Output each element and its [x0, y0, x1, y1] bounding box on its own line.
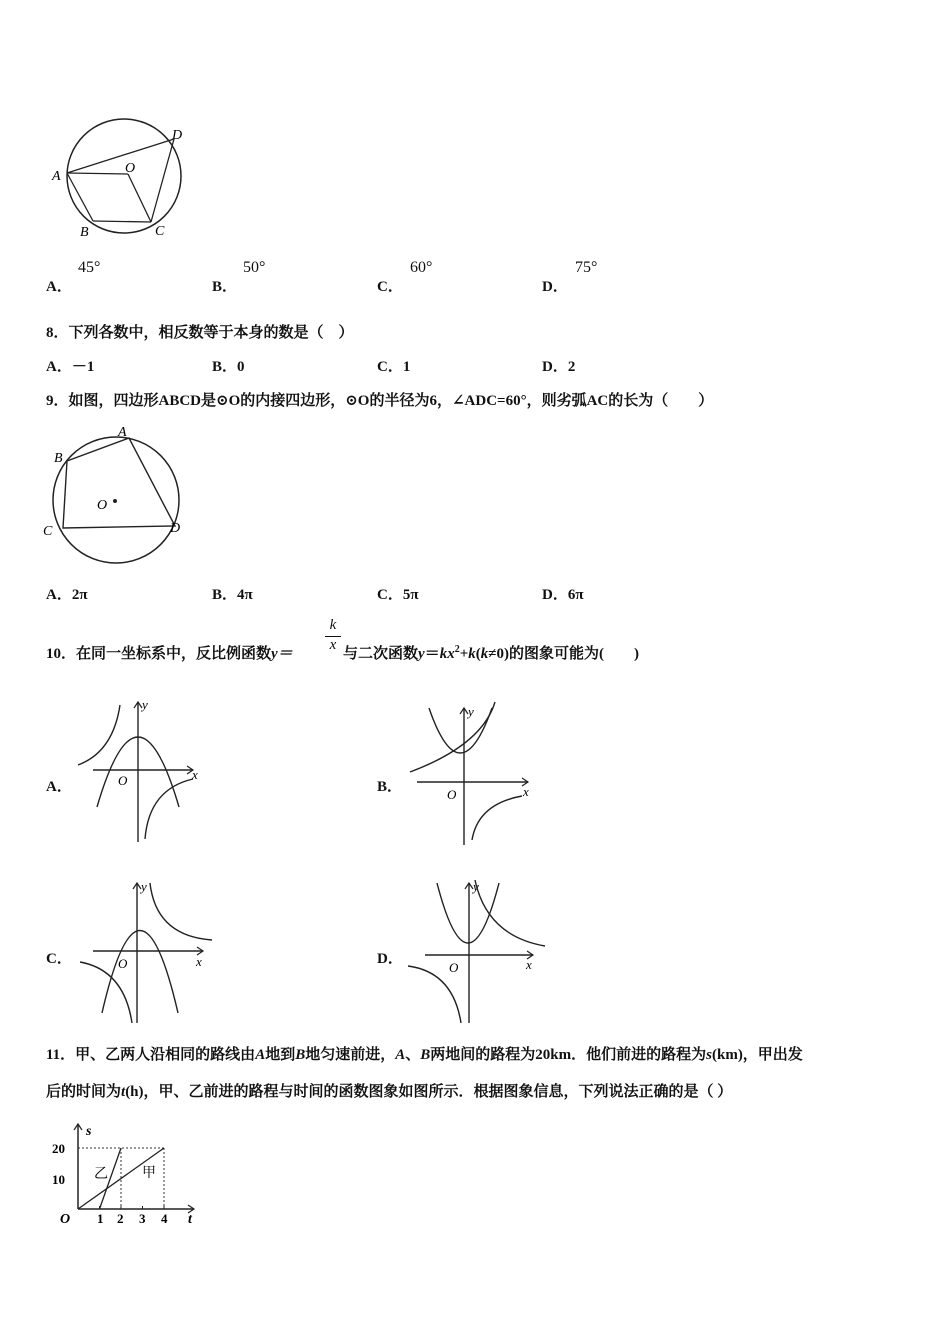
q11-var-t: t — [121, 1084, 126, 1100]
q10-func-k2: k — [468, 646, 476, 662]
q11-l1-e: 两地间的路程为20km．他们前进的路程为 — [430, 1047, 707, 1063]
q10-option-a[interactable]: A． — [46, 779, 72, 795]
q11-l2-b: (h)，甲、乙前进的路程与时间的函数图象如图所示．根据图象信息，下列说法正确的是（ ） — [125, 1084, 733, 1100]
x-label: x — [192, 767, 198, 782]
q8-option-a[interactable] — [46, 355, 94, 376]
hyperbola-branch-upper-left — [78, 705, 120, 765]
q8-stem: 8．下列各数中，相反数等于本身的数是（ ） — [46, 325, 354, 341]
q9-center-dot — [113, 499, 117, 503]
y-label: y — [468, 704, 474, 719]
q8-option-d-letter: D． — [542, 359, 568, 375]
hyperbola-branch-lower-left — [80, 962, 132, 1023]
chart-origin-label: O — [60, 1212, 71, 1227]
hyperbola-branch-upper-right — [150, 883, 212, 940]
q9-option-a-value: 2π — [71, 587, 88, 603]
q10-graph-b[interactable] — [402, 700, 538, 848]
q9-option-a[interactable] — [46, 583, 88, 604]
q7-option-c-letter: C． — [377, 279, 403, 295]
q10-option-c[interactable]: C． — [46, 951, 72, 967]
hyperbola-branch-upper-right — [410, 702, 495, 772]
q11-point-b2: B — [420, 1047, 431, 1063]
q10-func-eq: ＝ — [424, 646, 440, 662]
q9-label-b: B — [54, 451, 63, 466]
q8-option-b-value: 0 — [237, 359, 245, 375]
q9-option-b-value: 4π — [237, 587, 253, 603]
q9-option-d[interactable] — [542, 583, 584, 604]
q7-segment-ao — [67, 173, 128, 174]
q7-label-d: D — [172, 128, 183, 143]
q7-segment-ad — [67, 139, 174, 173]
parabola-up — [437, 883, 499, 943]
q10-stem-pre: 10．在同一坐标系中，反比例函数 — [46, 646, 272, 662]
q9-option-b-letter: B． — [212, 587, 238, 603]
chart-t-axis-label: t — [188, 1212, 192, 1227]
q10-graph-c[interactable] — [78, 878, 216, 1026]
q10-graph-a[interactable] — [75, 697, 207, 847]
q10-option-d[interactable]: D． — [377, 951, 403, 967]
q11-l1-d: 、 — [405, 1047, 421, 1063]
q9-label-o: O — [97, 498, 108, 513]
hyperbola-branch-lower-right — [145, 779, 193, 839]
q10-option-b[interactable]: B． — [377, 779, 403, 795]
q10-stem-post: 的图象可能为( ) — [509, 646, 639, 662]
chart-y-tick-20: 20 — [52, 1141, 65, 1156]
y-label: y — [141, 879, 147, 894]
q11-l1-c: 地匀速前进， — [305, 1047, 396, 1063]
chart-y-tick-10: 10 — [52, 1172, 65, 1187]
x-label: x — [526, 957, 532, 972]
q10-func-sup: 2 — [454, 644, 460, 655]
q7-option-c-value: 60° — [410, 259, 433, 276]
q7-label-a: A — [52, 169, 61, 184]
q7-option-b[interactable] — [212, 275, 237, 296]
q7-circle-figure — [45, 110, 195, 240]
q9-option-a-letter: A． — [46, 587, 72, 603]
parabola-down — [102, 931, 178, 1014]
q8-option-d[interactable] — [542, 355, 575, 376]
q7-option-c[interactable] — [377, 275, 403, 296]
q7-option-d-letter: D． — [542, 279, 568, 295]
x-label: x — [196, 954, 202, 969]
q8-option-c-letter: C． — [377, 359, 403, 375]
q7-label-b: B — [80, 225, 89, 240]
y-label: y — [142, 697, 148, 712]
q10-stem — [46, 642, 293, 663]
q9-circle-figure — [40, 420, 190, 570]
origin-label: O — [449, 960, 459, 975]
x-label: x — [523, 784, 529, 799]
q7-option-a[interactable] — [46, 275, 72, 296]
q10-func-k3: k — [480, 646, 489, 662]
q10-func-paren: ( — [475, 646, 481, 662]
q11-point-b: B — [295, 1047, 306, 1063]
origin-label: O — [447, 787, 457, 802]
q10-stem-rest — [343, 642, 639, 663]
q7-option-d-value: 75° — [575, 259, 598, 276]
q10-fraction — [325, 617, 341, 656]
q9-stem: 9．如图，四边形ABCD是⊙O的内接四边形，⊙O的半径为6，∠ADC=60°，则劣弧AC的长为（ ） — [46, 393, 714, 409]
q10-fraction-num: k — [329, 617, 337, 633]
q10-func-x: x — [447, 646, 455, 662]
q11-stem-line1 — [46, 1043, 803, 1064]
q8-option-a-value: －1 — [71, 359, 95, 375]
q7-label-c: C — [155, 224, 165, 239]
q11-l1-a: 11．甲、乙两人沿相同的路线由 — [46, 1047, 256, 1063]
q8-option-c[interactable] — [377, 355, 410, 376]
q7-option-a-value: 45° — [78, 259, 101, 276]
q8-option-b[interactable] — [212, 355, 245, 376]
q9-label-d: D — [170, 521, 181, 536]
q10-func-k1: k — [439, 646, 448, 662]
hyperbola-branch-lower-left — [472, 796, 522, 840]
q7-option-a-letter: A． — [46, 279, 72, 295]
q10-graph-d[interactable] — [405, 878, 547, 1026]
q10-fraction-den: x — [329, 637, 337, 653]
q11-l1-b: 地到 — [265, 1047, 296, 1063]
q9-quadrilateral — [63, 438, 175, 528]
q7-segment-bc — [93, 221, 151, 222]
chart-x-tick-3: 3 — [139, 1211, 146, 1226]
q8-option-c-value: 1 — [402, 359, 411, 375]
q9-option-c-letter: C． — [377, 587, 403, 603]
y-label: y — [473, 879, 479, 894]
chart-s-axis-label: s — [86, 1124, 92, 1139]
q9-option-b[interactable] — [212, 583, 253, 604]
chart-series-label-jia: 甲 — [142, 1166, 156, 1181]
q7-option-d[interactable] — [542, 275, 568, 296]
q9-label-c: C — [43, 524, 53, 539]
q7-option-b-value: 50° — [243, 259, 266, 276]
chart-x-tick-1: 1 — [97, 1211, 104, 1226]
q11-l1-f: (km)，甲出发 — [711, 1047, 803, 1063]
chart-x-tick-2: 2 — [117, 1211, 124, 1226]
chart-x-tick-4: 4 — [161, 1211, 168, 1226]
hyperbola-branch-upper-right — [475, 880, 545, 946]
q10-stem-mid: 与二次函数 — [343, 646, 419, 662]
q11-l2-a: 后的时间为 — [46, 1084, 122, 1100]
q7-segment-oc — [128, 174, 151, 222]
q11-point-a2: A — [395, 1047, 406, 1063]
q9-option-c[interactable] — [377, 583, 419, 604]
q8-option-b-letter: B． — [212, 359, 238, 375]
q11-stem-line2 — [46, 1080, 732, 1101]
q9-option-d-value: 6π — [567, 587, 584, 603]
q10-func-y: y — [418, 646, 425, 662]
q11-distance-time-chart — [50, 1120, 200, 1230]
q10-y-eq: y＝ — [271, 646, 293, 662]
origin-label: O — [118, 773, 128, 788]
q9-option-d-letter: D． — [542, 587, 568, 603]
q7-label-o: O — [125, 161, 136, 176]
q8-option-a-letter: A． — [46, 359, 72, 375]
q9-option-c-value: 5π — [402, 587, 419, 603]
chart-series-label-yi: 乙 — [94, 1167, 108, 1182]
q8-option-d-value: 2 — [567, 359, 576, 375]
q9-label-a: A — [118, 425, 127, 440]
q7-option-b-letter: B． — [212, 279, 238, 295]
q11-var-s: s — [706, 1047, 712, 1063]
q10-func-plus: + — [459, 646, 469, 662]
origin-label: O — [118, 956, 128, 971]
q11-point-a: A — [255, 1047, 266, 1063]
q10-func-cond: ≠0) — [488, 646, 509, 662]
